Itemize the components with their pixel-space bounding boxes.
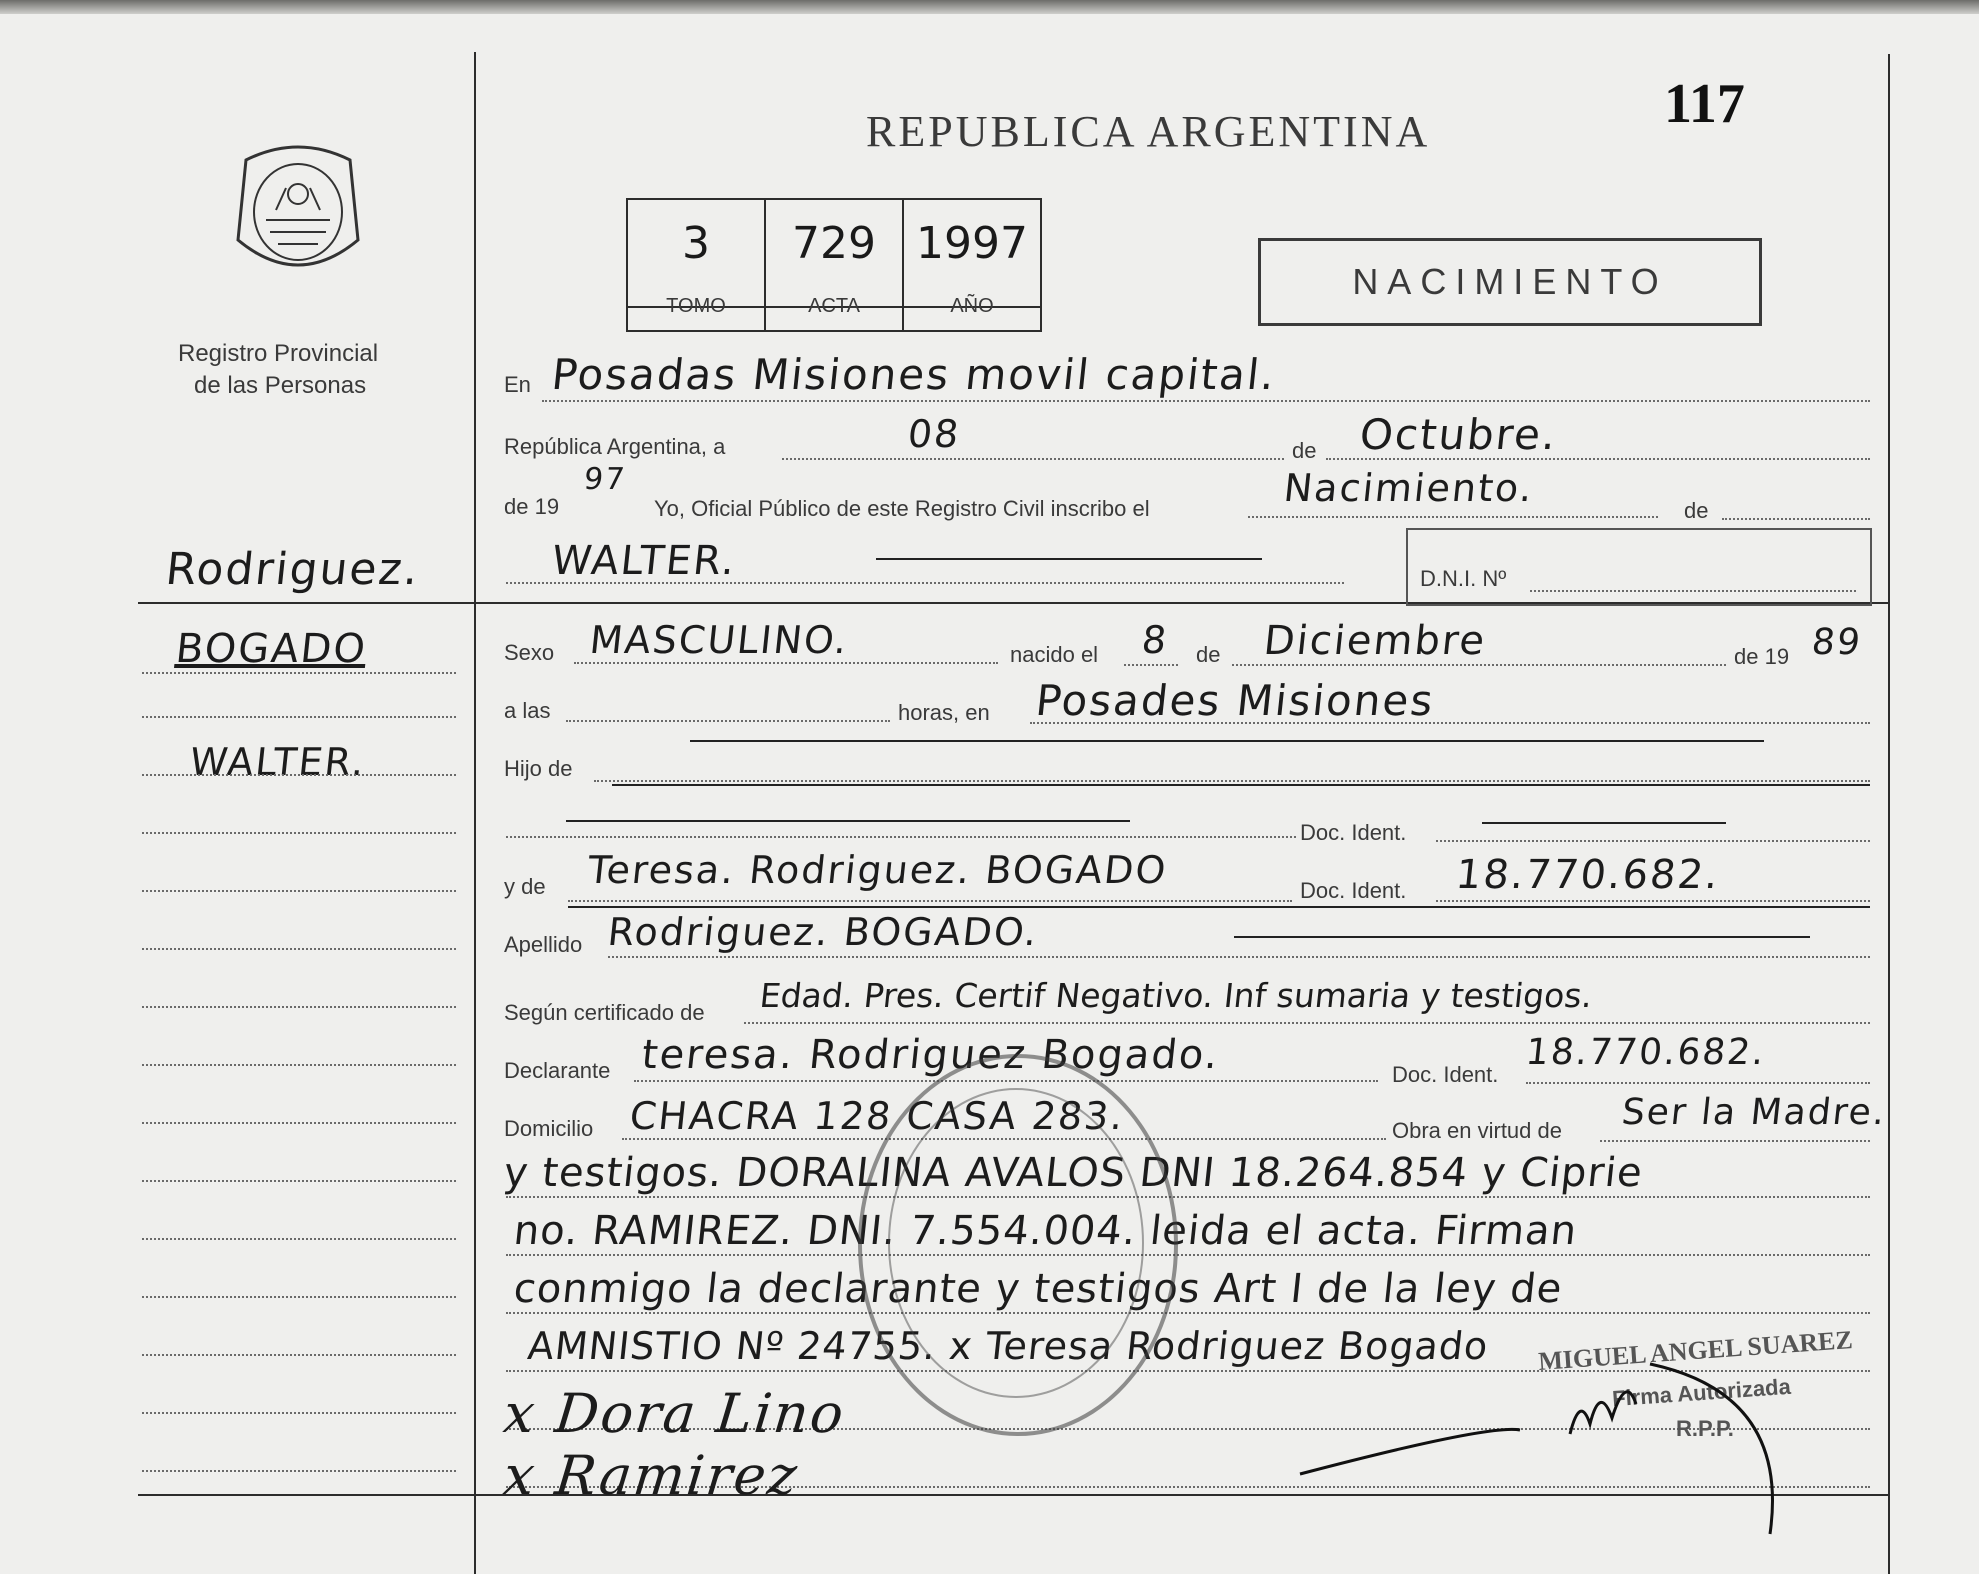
apellido-line [608,956,1870,958]
birth-month-line [1232,664,1726,666]
margin-line [142,1354,456,1356]
margin-line [142,1470,456,1472]
de-label-2: de [1684,498,1709,523]
margin-line [142,1064,456,1066]
right-border [1888,54,1890,1574]
anio-cell [904,200,1040,330]
anio-value: 1997 [916,218,1028,269]
dni-line [1530,590,1856,592]
obra-label: Obra en virtud de [1392,1118,1562,1143]
apellido-strike-line [1234,936,1810,938]
sexo-value: MASCULINO. [587,618,851,662]
notes-line-2 [506,1254,1870,1256]
notes-line-4-text: AMNISTIO Nº 24755. x Teresa Rodriguez Bogado [525,1324,1491,1368]
witness-signature-1: x Dora Lino [500,1382,849,1445]
republica-label: República Argentina, a [504,434,726,459]
obra-line [1600,1140,1870,1142]
yo-label: Yo, Oficial Público de este Registro Civil inscribo el [654,496,1150,521]
domicilio-value: CHACRA 128 CASA 283. [627,1094,1127,1138]
official-name: MIGUEL ANGEL SUAREZ [1537,1325,1854,1376]
margin-surname1: Rodriguez. [163,544,423,595]
day-line [782,458,1284,460]
declarante-doc-line [1526,1082,1870,1084]
father-doc-strike [1482,822,1726,824]
en-line [542,400,1870,402]
de19-label-2: de 19 [1734,644,1790,669]
margin-line [142,890,456,892]
margin-line [142,716,456,718]
father-line-2 [506,836,1296,838]
notes-line-3 [506,1312,1870,1314]
margin-line [142,1180,456,1182]
de19-label: de 19 [504,494,560,519]
birth-day-line [1124,664,1178,666]
inscribo-value: Nacimiento. [1281,466,1537,510]
notes-line-3-text: conmigo la declarante y testigos Art I de la ley de [511,1266,1565,1312]
acta-cell [766,200,904,330]
birth-place: Posades Misiones [1033,676,1437,725]
margin-line [142,774,456,776]
notes-line-1-text: y testigos. DORALINA AVALOS DNI 18.264.854 y Ciprie [501,1150,1646,1196]
dni-label: D.N.I. Nº [1420,566,1507,591]
doc-ident-label: Doc. Ident. [1300,820,1407,845]
obra-value: Ser la Madre. [1619,1092,1889,1133]
mother-doc-line [1436,900,1870,902]
yde-label: y de [504,874,546,899]
mother-line [568,900,1292,902]
year-value: 97 [582,462,629,497]
tomo-label: TOMO [666,295,726,317]
dni-box [1406,528,1872,606]
father-doc-line [1436,840,1870,842]
tomo-cell [628,200,766,330]
anio-label: AÑO [950,295,994,317]
registry-stamp [858,1054,1178,1436]
notes-line-1 [506,1196,1870,1198]
doc-ident-label-3: Doc. Ident. [1392,1062,1499,1087]
record-number-box [626,198,1042,332]
declarante-label: Declarante [504,1058,611,1083]
day-value: 08 [905,412,963,456]
notes-line-2-text: no. RAMIREZ. DNI. 7.554.004. leida el acta. Firman [511,1208,1580,1254]
father-strike-line-3 [566,820,1130,822]
domicilio-label: Domicilio [504,1116,594,1141]
inscribo-line [1248,516,1658,518]
margin-surname2: BOGADO [173,626,370,672]
margin-line [142,1238,456,1240]
margin-line [142,832,456,834]
acta-label: ACTA [808,295,860,317]
mother-name: Teresa. Rodriguez. BOGADO [585,848,1170,892]
birth-year: 89 [1809,622,1864,663]
margin-given-name: WALTER. [187,740,369,784]
alas-line [566,720,890,722]
acta-value: 729 [792,218,876,269]
registry-name-line1: Registro Provincial [178,340,379,367]
de-label-3: de [1196,642,1221,667]
apellido-value: Rodriguez. BOGADO. [605,910,1041,954]
segun-value: Edad. Pres. Certif Negativo. Inf sumaria y testigos. [757,976,1595,1015]
margin-line [142,948,456,950]
sexo-line [574,662,998,664]
margin-line [142,1412,456,1414]
father-strike-line [690,740,1764,742]
segun-label: Según certificado de [504,1000,705,1025]
country-title: REPUBLICA ARGENTINA [866,107,1431,156]
official-title: Firma Autorizada [1611,1373,1792,1412]
declarante-value: teresa. Rodriguez Bogado. [639,1032,1222,1078]
month-value: Octubre. [1357,410,1561,459]
doc-ident-label-2: Doc. Ident. [1300,878,1407,903]
sexo-label: Sexo [504,640,555,665]
mother-doc: 18.770.682. [1453,852,1723,898]
declarante-doc: 18.770.682. [1523,1032,1768,1073]
witness-signature-2: x Ramirez [500,1444,802,1507]
birth-day: 8 [1139,618,1171,662]
record-type-box [1258,238,1762,326]
name-strike-line [876,558,1262,560]
misiones-seal-logo [226,140,370,288]
name-value: WALTER. [549,538,739,584]
margin-line [142,1296,456,1298]
registry-name-line2: de las Personas [194,372,367,399]
margin-line [142,1122,456,1124]
en-value: Posadas Misiones movil capital. [549,350,1279,399]
de-line [1722,518,1870,520]
father-strike-line-2 [612,784,1870,786]
record-type-label: NACIMIENTO [1352,261,1668,302]
left-column-divider [474,52,476,1574]
en-label: En [504,372,531,397]
nacido-label: nacido el [1010,642,1099,667]
tomo-value: 3 [682,218,710,269]
alas-label: a las [504,698,551,723]
birth-month: Diciembre [1261,618,1489,664]
apellido-label: Apellido [504,932,583,957]
de-label: de [1292,438,1317,463]
horas-label: horas, en [898,700,990,725]
hijo-label: Hijo de [504,756,573,781]
segun-line [744,1022,1870,1024]
page-top-edge [0,0,1979,14]
page-number: 117 [1664,73,1745,135]
official-signature [1270,1334,1810,1544]
official-office: R.P.P. [1676,1416,1734,1441]
margin-line [142,672,456,674]
father-line [594,780,1870,782]
margin-line [142,1006,456,1008]
birth-certificate-page [0,14,1979,1574]
mother-underline [568,906,1870,908]
